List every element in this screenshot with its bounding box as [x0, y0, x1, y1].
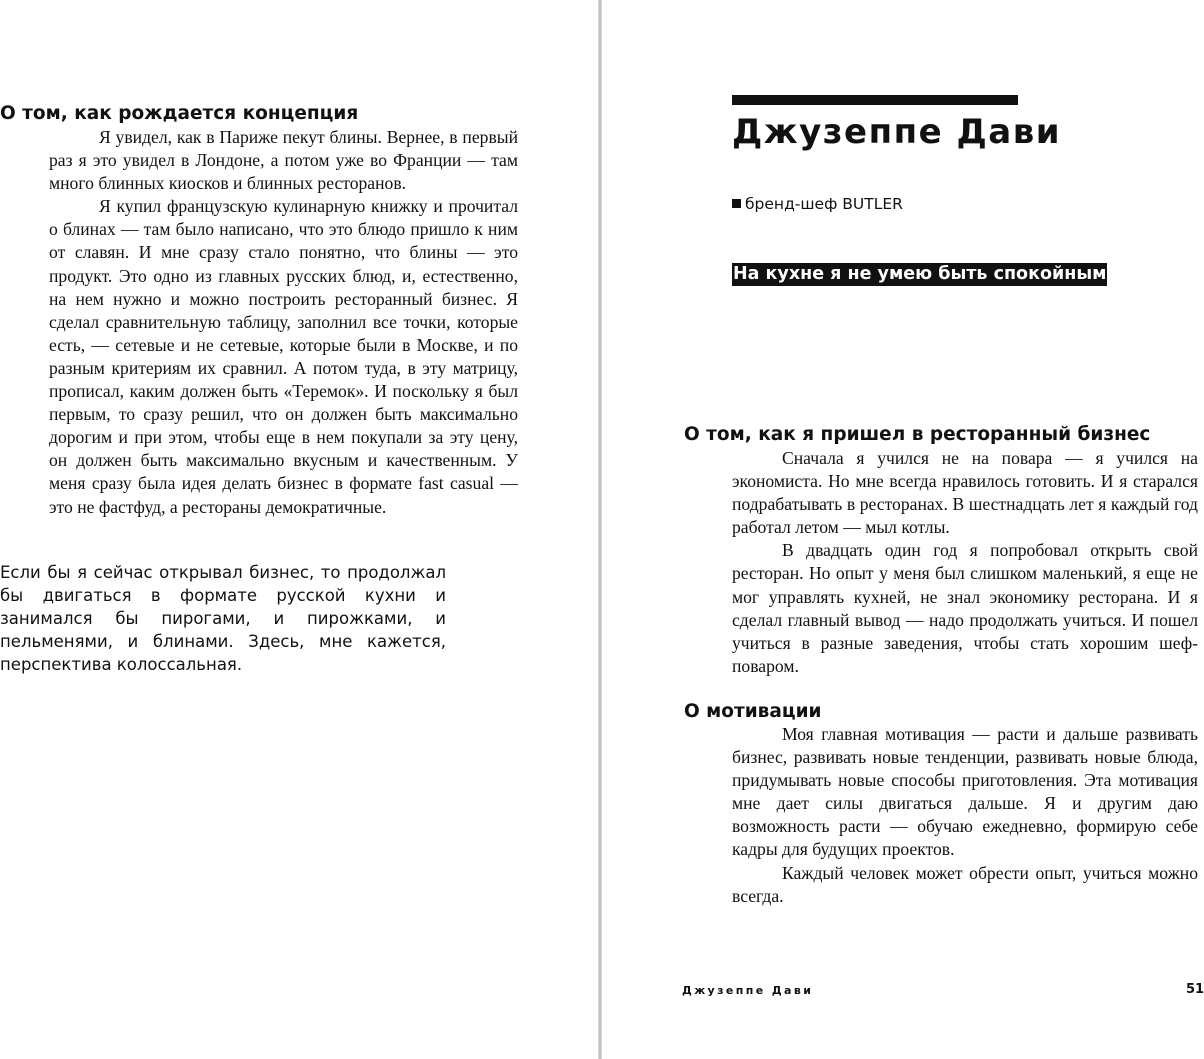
right-page — [602, 0, 1204, 1059]
role-line — [732, 194, 903, 214]
paragraph: Я увидел, как в Париже пекут блины. Вернее, в первый раз я это увидел в Лондоне, а потом уже во Франции — там много блинных киосков и блинных ресторанов. — [49, 127, 518, 194]
paragraph: В двадцать один год я попробовал открыть свой ресторан. Но опыт у меня был слишком маленький, я еще не мог управлять кухней, не знал экономику ресторана. И я сделал главный вывод — надо продолжать учиться. И пошел учиться в разные заведения, чтобы стать хорошим шеф-поваром. — [732, 540, 1198, 676]
paragraph: Моя главная мотивация — расти и дальше развивать бизнес, развивать новые тенденции, развивать новые блюда, придумывать новые способы приготовления. Эта мотивация мне дает силы двигаться дальше. Я и другим даю возможность расти — обучаю ежедневно, формирую себе кадры для будущих проектов. — [732, 724, 1198, 860]
person-name: Джузеппе Дави — [732, 112, 1062, 152]
paragraph: Каждый человек может обрести опыт, учиться можно всегда. — [732, 862, 1198, 906]
bullet-square-icon — [732, 199, 741, 208]
role-text: бренд-шеф BUTLER — [745, 195, 903, 213]
concept-body — [49, 126, 518, 519]
title-rule — [732, 95, 1018, 105]
running-title: Джузеппе Дави — [682, 984, 814, 997]
paragraph: Сначала я учился не на повара — я учился на экономиста. Но мне всегда нравилось готовить. И я старался подрабатывать в ресторанах. В шестнадцать лет я каждый год работал летом — мыл котлы. — [732, 448, 1198, 538]
career-body — [732, 447, 1198, 678]
paragraph: Я купил французскую кулинарную книжку и прочитал о блинах — там было написано, что это блюдо пришло к ним от славян. И мне сразу стало понятно, что блины — это продукт. Это одно из главных русских блюд, и, естественно, на нем нужно и можно построить ресторанный бизнес. Я сделал сравнительную таблицу, заполнил все точки, которые есть, — сетевые и не сетевые, которые были в Москве, и по разным критериям их сравнил. А потом туда, в эту матрицу, прописал, каким должен быть «Теремок». И поскольку я был первым, то сразу решил, что он должен быть максимально дорогим и при этом, чтобы еще в нем покупали за эту цену, он должен быть максимально вкусным и качественным. У меня сразу была идея делать бизнес в формате fast casual — это не фастфуд, а рестораны демократичные. — [49, 196, 518, 517]
page-number: 51 — [1186, 982, 1204, 997]
section-heading-concept: О том, как рождается концепция — [0, 103, 359, 124]
pull-quote: Если бы я сейчас открывал бизнес, то продолжал бы двигаться в формате русской кухни и занимался бы пирогами, и пирожками, и пельменями, и блинами. Здесь, мне кажется, перспектива колоссальная. — [0, 563, 446, 674]
left-page — [0, 0, 598, 1059]
tagline: На кухне я не умею быть спокойным — [733, 264, 1107, 284]
motivation-body — [732, 723, 1198, 908]
section-heading-motivation: О мотивации — [684, 701, 822, 722]
section-heading-career: О том, как я пришел в ресторанный бизнес — [684, 424, 1151, 445]
